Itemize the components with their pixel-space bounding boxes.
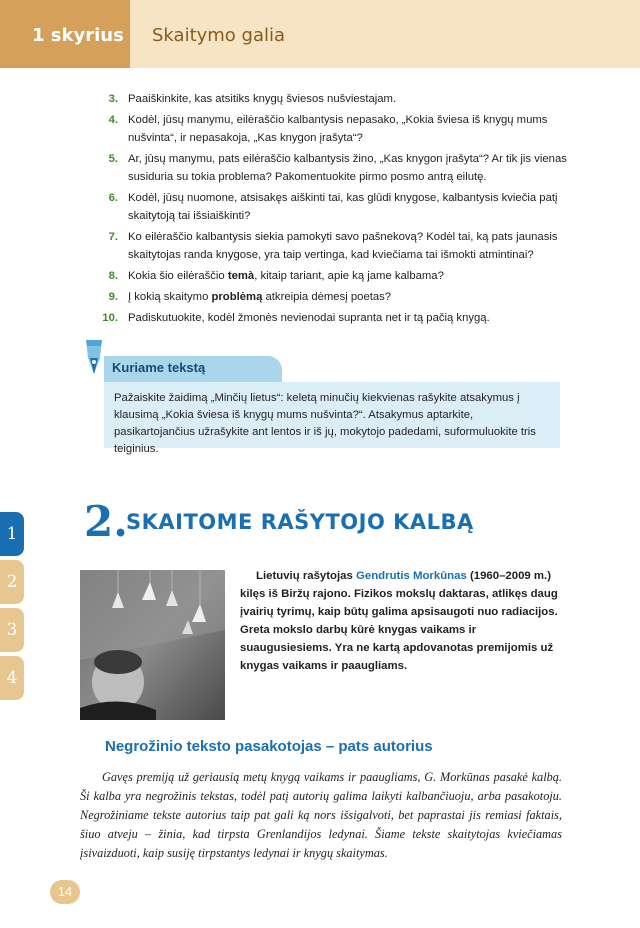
- question-text: Ar, jūsų manymu, pats eilėraščio kalbantysis žino, „Kas knygon įrašyta“? Ar tik jis vienas susiduria su tokia problema? Pakomentuokite pirmo posmo antrą eilutę.: [128, 153, 567, 183]
- list-item: [90, 111, 570, 147]
- key-term: temà: [227, 270, 255, 282]
- list-item: [90, 288, 570, 306]
- author-name: Gendrutis Morkūnas: [356, 570, 467, 582]
- side-tab-4[interactable]: 4: [0, 656, 24, 700]
- author-photo: [80, 570, 225, 720]
- question-text: Kodėl, jūsų manymu, eilėraščio kalbantysis nepasako, „Kokia šviesa iš knygų mums nušvinta“, ir nepasakoja, „Kas knygon įrašyta“?: [128, 114, 548, 144]
- question-text: Į kokią skaitymo: [128, 291, 212, 303]
- question-text: Paaiškinkite, kas atsitiks knygų šviesos nušviestajam.: [128, 93, 397, 105]
- subheading: Negrožinio teksto pasakotojas – pats autorius: [105, 738, 433, 755]
- question-text: atkreipia dėmesį poetas?: [262, 291, 392, 303]
- question-text: Ko eilėraščio kalbantysis siekia pamokyti savo pašnekovą? Kodėl tai, ką pats jaunasis skaitytojas randa knygose, yra taip vertinga, kad kviečiama tai išmokti atmintinai?: [128, 231, 558, 261]
- side-tab-1[interactable]: 1: [0, 512, 24, 556]
- bio-text: (1960–2009 m.) kilęs iš Biržų rajono. Fizikos mokslų daktaras, atlikęs daug įvairių tyrimų, kaip būtų galima apsisaugoti nuo radiacijos. Greta mokslo darbų kūrė knygas vaikams ir suaugusiesiems. Yra ne kartą apdovanotas premijomis už knygas vaikams ir paaugliams.: [240, 570, 558, 672]
- list-item: [90, 90, 570, 108]
- question-number: 9.: [108, 291, 118, 303]
- question-text: Kodėl, jūsų nuomone, atsisakęs aiškinti tai, kas glūdi knygose, kalbantysis kviečia patį skaitytoją tai išsiaiškinti?: [128, 192, 558, 222]
- question-text: Kokia šio eilėraščio: [128, 270, 228, 282]
- list-item: [90, 309, 570, 327]
- list-item: [90, 150, 570, 186]
- bio-text: Lietuvių rašytojas: [256, 570, 357, 582]
- writing-box-title: Kuriame tekstą: [112, 360, 206, 375]
- question-number: 5.: [108, 153, 118, 165]
- question-number: 4.: [108, 114, 118, 126]
- question-text: , kitaip tariant, apie ką jame kalbama?: [254, 270, 444, 282]
- list-item: [90, 267, 570, 285]
- section-number: 2.: [84, 497, 128, 546]
- list-item: [90, 228, 570, 264]
- page-number: 14: [50, 880, 80, 904]
- question-number: 7.: [108, 231, 118, 243]
- side-tab-2[interactable]: 2: [0, 560, 24, 604]
- question-text: Padiskutuokite, kodėl žmonės nevienodai supranta net ir tą pačią knygą.: [128, 312, 490, 324]
- author-bio: [240, 567, 565, 675]
- question-list: [90, 90, 570, 330]
- page-header: [0, 0, 640, 68]
- writing-box-body: Pažaiskite žaidimą „Minčių lietus“: keletą minučių kiekvienas rašykite atsakymus į klausimą „Kokia šviesa iš knygų mums nušvinta?“. Atsakymus aptarkite, pasikartojančius užrašykite ant lentos ir iš jų, mokytojo padedami, suformuluokite tris teiginius.: [104, 382, 560, 448]
- question-number: 6.: [108, 192, 118, 204]
- question-number: 10.: [102, 312, 118, 324]
- chapter-title: Skaitymo galia: [152, 25, 286, 46]
- question-number: 3.: [108, 93, 118, 105]
- section-title: SKAITOME RAŠYTOJO KALBĄ: [126, 510, 474, 534]
- question-number: 8.: [108, 270, 118, 282]
- list-item: [90, 189, 570, 225]
- chapter-label: 1 skyrius: [32, 25, 124, 46]
- side-tab-3[interactable]: 3: [0, 608, 24, 652]
- body-paragraph: Gavęs premiją už geriausią metų knygą vaikams ir paaugliams, G. Morkūnas pasakė kalbą. Ši kalba yra negrožinis tekstas, todėl patį autorių galima laikyti kalbančiuoju, arba pasakotoju. Negrožiniame tekste autorius taip pat gali ką nors išsigalvoti, bet paprastai jis remiasi faktais, šiuo atveju – žinia, kad tirpsta Grenlandijos ledynai. Šiame tekste skaitytojas kviečiamas įsivaizduoti, kaip susiję tirpstantys ledynai ir knygų skaitymas.: [80, 770, 562, 860]
- key-term: problėmą: [211, 291, 263, 303]
